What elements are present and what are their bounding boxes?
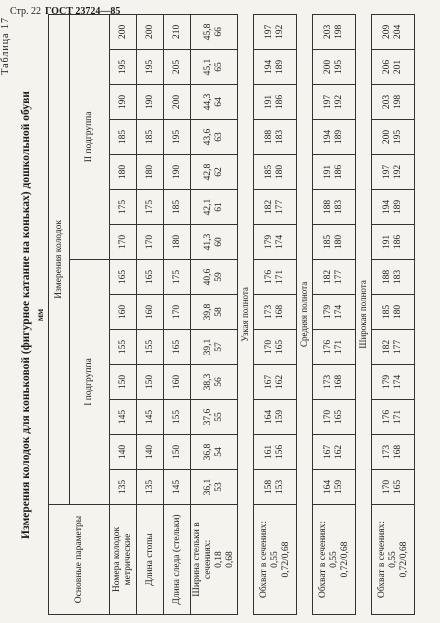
value-cell: 205 (164, 50, 191, 85)
subgroup-2-header: II подгруппа (70, 14, 110, 259)
value-cell: 175 (137, 190, 164, 225)
value-bottom: 156 (275, 444, 285, 460)
value-top: 161 (264, 444, 274, 460)
value-cell (254, 365, 297, 400)
value-bottom: 168 (275, 304, 285, 320)
value-cell (313, 50, 356, 85)
value-cell: 180 (137, 155, 164, 190)
section-row (254, 14, 297, 614)
value-cell (372, 435, 415, 470)
value-top: 43,6 (203, 128, 213, 146)
value-cell (313, 330, 356, 365)
value-cell (372, 365, 415, 400)
value-top: 170 (382, 479, 392, 495)
value-top: 200 (382, 129, 392, 145)
value-bottom: 165 (334, 409, 344, 425)
section-header-row (297, 14, 313, 614)
value-top: 191 (264, 94, 274, 110)
value-cell (191, 260, 238, 295)
value-top: 176 (382, 409, 392, 425)
value-cell (372, 120, 415, 155)
row-numbers (110, 14, 137, 614)
value-cell (372, 330, 415, 365)
section-row (372, 14, 415, 614)
value-bottom: 180 (393, 304, 403, 320)
girth-sub2: 0,72/0,68 (398, 541, 409, 578)
girth-sub2: 0,72/0,68 (339, 541, 350, 578)
value-cell (191, 470, 238, 505)
value-top: 185 (382, 304, 392, 320)
value-bottom: 153 (275, 479, 285, 495)
value-cell (372, 225, 415, 260)
value-top: 191 (323, 164, 333, 180)
value-bottom: 171 (334, 339, 344, 355)
girth-sub1: 0,55 (387, 551, 398, 568)
value-top: 164 (264, 409, 274, 425)
value-cell (191, 50, 238, 85)
row-foot-length (137, 14, 164, 614)
value-top: 182 (323, 269, 333, 285)
value-cell: 170 (164, 295, 191, 330)
value-bottom: 53 (214, 482, 224, 492)
value-cell: 135 (137, 470, 164, 505)
value-cell (254, 50, 297, 85)
value-cell: 185 (110, 120, 137, 155)
value-cell (191, 85, 238, 120)
value-cell: 195 (110, 50, 137, 85)
section-title: Узкая полнота (240, 287, 250, 342)
table-label (0, 17, 11, 75)
value-cell (191, 155, 238, 190)
value-bottom: 183 (393, 269, 403, 285)
section-header-row (238, 14, 254, 614)
value-bottom: 159 (334, 479, 344, 495)
measurements-table-body (49, 14, 415, 614)
value-top: 206 (382, 59, 392, 75)
value-cell (313, 365, 356, 400)
value-top: 203 (382, 94, 392, 110)
value-bottom: 183 (275, 129, 285, 145)
value-bottom: 189 (393, 199, 403, 215)
section-title: Средняя полнота (299, 281, 309, 348)
value-bottom: 177 (275, 199, 285, 215)
value-cell (372, 14, 415, 49)
value-bottom: 189 (334, 129, 344, 145)
value-cell (372, 470, 415, 505)
value-bottom: 189 (275, 59, 285, 75)
value-cell (254, 85, 297, 120)
value-cell (313, 400, 356, 435)
value-top: 167 (323, 444, 333, 460)
value-cell (372, 50, 415, 85)
value-top: 40,6 (203, 268, 213, 286)
value-cell (191, 330, 238, 365)
insole-width-sub1: 0,18 (214, 551, 224, 568)
value-top: 209 (382, 24, 392, 40)
value-top: 185 (264, 164, 274, 180)
value-cell (191, 400, 238, 435)
value-bottom: 204 (393, 24, 403, 40)
row-label: Длина стопы (137, 505, 164, 615)
value-cell (191, 295, 238, 330)
value-cell: 170 (110, 225, 137, 260)
value-cell: 150 (137, 365, 164, 400)
value-cell (313, 85, 356, 120)
value-cell (372, 400, 415, 435)
value-cell (191, 190, 238, 225)
insole-width-label: Ширина стельки в сечениях: (192, 522, 213, 597)
value-cell: 195 (137, 50, 164, 85)
value-top: 42,8 (203, 163, 213, 181)
value-top: 44,3 (203, 93, 213, 111)
value-cell: 190 (137, 85, 164, 120)
value-top: 200 (323, 59, 333, 75)
measurements-header: Измерения колодок (49, 14, 70, 504)
value-top: 194 (264, 59, 274, 75)
value-cell (372, 295, 415, 330)
value-cell (372, 260, 415, 295)
value-cell (191, 225, 238, 260)
value-top: 173 (264, 304, 274, 320)
value-bottom: 55 (214, 412, 224, 422)
value-cell: 140 (137, 435, 164, 470)
value-bottom: 195 (334, 59, 344, 75)
value-top: 197 (382, 164, 392, 180)
value-cell (254, 295, 297, 330)
value-top: 173 (323, 374, 333, 390)
value-cell (191, 435, 238, 470)
value-bottom: 183 (334, 199, 344, 215)
value-bottom: 171 (275, 269, 285, 285)
value-cell: 190 (110, 85, 137, 120)
subgroup-1-header: I подгруппа (70, 260, 110, 505)
value-bottom: 201 (393, 59, 403, 75)
value-cell: 185 (137, 120, 164, 155)
value-top: 170 (264, 339, 274, 355)
value-bottom: 177 (334, 269, 344, 285)
value-bottom: 57 (214, 342, 224, 352)
row-label (372, 505, 415, 615)
value-bottom: 165 (275, 339, 285, 355)
value-bottom: 64 (214, 97, 224, 107)
value-cell: 145 (137, 400, 164, 435)
value-top: 36,8 (203, 443, 213, 461)
value-top: 167 (264, 374, 274, 390)
value-cell (191, 365, 238, 400)
value-cell (254, 14, 297, 49)
value-top: 182 (382, 339, 392, 355)
value-top: 176 (264, 269, 274, 285)
value-top: 179 (382, 374, 392, 390)
value-bottom: 198 (334, 24, 344, 40)
value-cell (254, 120, 297, 155)
value-cell: 200 (164, 85, 191, 120)
value-cell: 200 (110, 14, 137, 49)
value-cell: 145 (110, 400, 137, 435)
value-top: 45,8 (203, 23, 213, 41)
value-cell (372, 190, 415, 225)
value-bottom: 62 (214, 167, 224, 177)
value-bottom: 186 (275, 94, 285, 110)
insole-width-sub2: 0,68 (225, 551, 235, 568)
value-top: 179 (323, 304, 333, 320)
value-cell: 190 (164, 155, 191, 190)
value-cell: 150 (110, 365, 137, 400)
value-top: 188 (264, 129, 274, 145)
value-cell: 200 (137, 14, 164, 49)
value-bottom: 174 (275, 234, 285, 250)
value-cell (313, 295, 356, 330)
row-trace-length (164, 14, 191, 614)
value-bottom: 174 (393, 374, 403, 390)
value-bottom: 180 (275, 164, 285, 180)
rotated-table-block (0, 15, 422, 615)
table-label-text: Таблица (0, 32, 11, 75)
value-cell (313, 155, 356, 190)
value-top: 191 (382, 234, 392, 250)
value-bottom: 177 (393, 339, 403, 355)
value-bottom: 162 (334, 444, 344, 460)
value-cell: 155 (164, 400, 191, 435)
value-bottom: 165 (393, 479, 403, 495)
value-cell: 160 (164, 365, 191, 400)
value-top: 45,1 (203, 58, 213, 76)
row-label: Номера колодок метрические (110, 505, 137, 615)
value-bottom: 58 (214, 307, 224, 317)
value-bottom: 192 (334, 94, 344, 110)
value-cell (372, 85, 415, 120)
value-bottom: 171 (393, 409, 403, 425)
value-cell (191, 14, 238, 49)
value-top: 164 (323, 479, 333, 495)
value-cell: 210 (164, 14, 191, 49)
value-top: 197 (323, 94, 333, 110)
value-cell: 135 (110, 470, 137, 505)
value-cell (313, 190, 356, 225)
value-bottom: 65 (214, 62, 224, 72)
value-cell: 175 (110, 190, 137, 225)
row-label (191, 505, 238, 615)
table-number: 17 (0, 17, 11, 29)
value-cell (313, 225, 356, 260)
page-number: Стр. 22 (10, 6, 42, 17)
value-cell: 180 (164, 225, 191, 260)
girth-label: Обхват в сечениях: (258, 520, 269, 599)
standard-code: ГОСТ 23724—85 (45, 6, 121, 17)
value-bottom: 54 (214, 447, 224, 457)
girth-label: Обхват в сечениях: (376, 520, 387, 599)
value-bottom: 63 (214, 132, 224, 142)
value-top: 36,1 (203, 478, 213, 496)
value-top: 182 (264, 199, 274, 215)
value-top: 188 (323, 199, 333, 215)
value-bottom: 180 (334, 234, 344, 250)
value-cell (254, 400, 297, 435)
value-top: 42,1 (203, 198, 213, 216)
value-top: 197 (264, 24, 274, 40)
value-bottom: 192 (275, 24, 285, 40)
value-bottom: 168 (393, 444, 403, 460)
measurements-table (48, 14, 415, 615)
row-label: Длина следа (стельки) (164, 505, 191, 615)
value-bottom: 61 (214, 202, 224, 212)
value-top: 176 (323, 339, 333, 355)
value-cell: 160 (137, 295, 164, 330)
value-top: 170 (323, 409, 333, 425)
value-cell: 165 (137, 260, 164, 295)
value-bottom: 66 (214, 27, 224, 37)
value-bottom: 198 (393, 94, 403, 110)
value-bottom: 60 (214, 237, 224, 247)
value-top: 188 (382, 269, 392, 285)
value-top: 39,8 (203, 303, 213, 321)
value-cell: 150 (164, 435, 191, 470)
unit-label: мм (35, 308, 45, 322)
value-top: 194 (323, 129, 333, 145)
value-bottom: 186 (334, 164, 344, 180)
value-top: 37,6 (203, 408, 213, 426)
value-bottom: 174 (334, 304, 344, 320)
value-cell (254, 225, 297, 260)
value-top: 38,3 (203, 373, 213, 391)
value-cell: 140 (110, 435, 137, 470)
value-top: 203 (323, 24, 333, 40)
girth-sub1: 0,55 (269, 551, 280, 568)
value-cell (313, 260, 356, 295)
header-row (49, 14, 70, 614)
value-cell (191, 120, 238, 155)
value-bottom: 192 (393, 164, 403, 180)
row-label (313, 505, 356, 615)
value-cell: 145 (164, 470, 191, 505)
table-title: Измерения колодок для коньковой (фигурное катание на коньках) дошкольной обуви (20, 91, 32, 539)
value-cell (313, 120, 356, 155)
value-cell: 175 (164, 260, 191, 295)
value-cell: 160 (110, 295, 137, 330)
value-cell (254, 155, 297, 190)
value-cell (313, 470, 356, 505)
value-cell: 170 (137, 225, 164, 260)
value-cell (313, 14, 356, 49)
value-cell: 185 (164, 190, 191, 225)
value-bottom: 195 (393, 129, 403, 145)
value-top: 39,1 (203, 338, 213, 356)
value-cell (254, 330, 297, 365)
section-header-row (356, 14, 372, 614)
value-cell: 155 (110, 330, 137, 365)
girth-label: Обхват в сечениях: (317, 520, 328, 599)
value-top: 41,3 (203, 233, 213, 251)
value-bottom: 186 (393, 234, 403, 250)
value-top: 194 (382, 199, 392, 215)
girth-sub2: 0,72/0,68 (280, 541, 291, 578)
value-cell (254, 470, 297, 505)
value-top: 179 (264, 234, 274, 250)
value-cell: 155 (137, 330, 164, 365)
row-label (254, 505, 297, 615)
value-top: 158 (264, 479, 274, 495)
value-top: 185 (323, 234, 333, 250)
value-cell (254, 435, 297, 470)
params-header: Основные параметры (49, 505, 110, 615)
value-bottom: 162 (275, 374, 285, 390)
value-cell: 180 (110, 155, 137, 190)
section-row (313, 14, 356, 614)
value-cell (254, 190, 297, 225)
value-cell (372, 155, 415, 190)
value-bottom: 59 (214, 272, 224, 282)
value-top: 173 (382, 444, 392, 460)
value-cell: 165 (110, 260, 137, 295)
row-insole-width (191, 14, 238, 614)
girth-sub1: 0,55 (328, 551, 339, 568)
value-cell (313, 435, 356, 470)
value-cell: 195 (164, 120, 191, 155)
value-cell: 165 (164, 330, 191, 365)
value-bottom: 168 (334, 374, 344, 390)
value-bottom: 56 (214, 377, 224, 387)
value-cell (254, 260, 297, 295)
value-bottom: 159 (275, 409, 285, 425)
section-title: Широкая полнота (358, 280, 368, 349)
